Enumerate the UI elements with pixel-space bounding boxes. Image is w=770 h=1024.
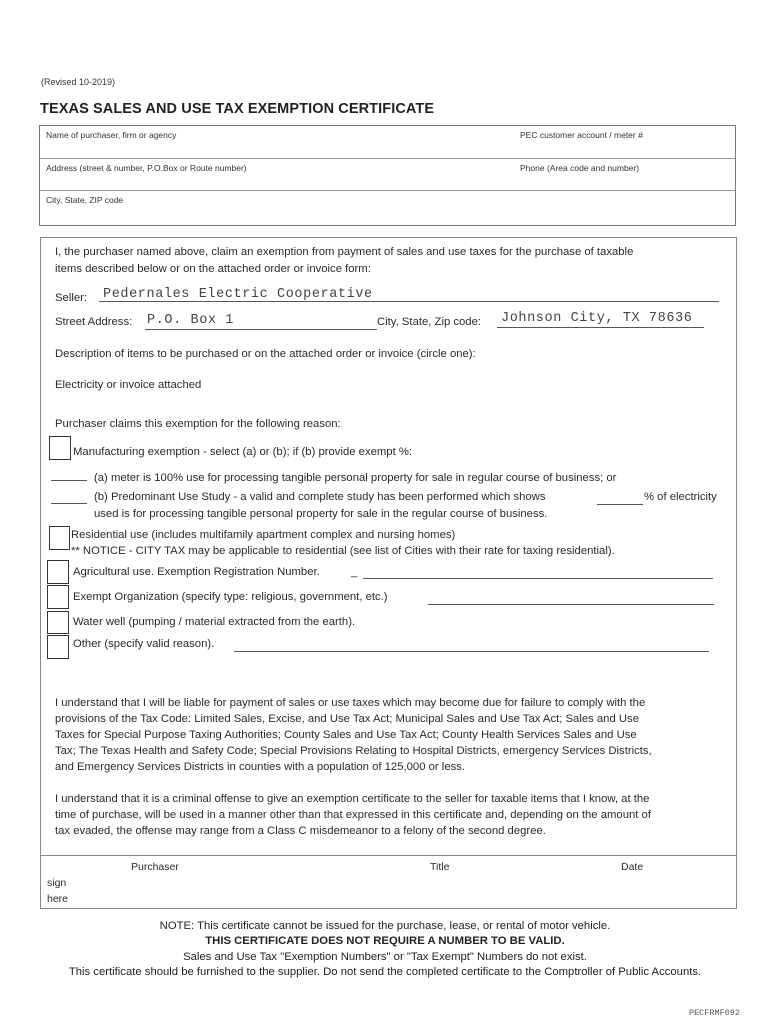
- form-code: PECFRMF092: [688, 1008, 740, 1018]
- description-label: Description of items to be purchased or on the attached order or invoice (circle one):: [55, 348, 476, 360]
- note-furnish-supplier: This certificate should be furnished to the supplier. Do not send the completed certificate to the Comptroller of Public Accounts.: [68, 966, 702, 978]
- intro-line-1: I, the purchaser named above, claim an exemption from payment of sales and use taxes for the purchase of taxable: [55, 246, 634, 258]
- residential-option: Residential use (includes multifamily apartment complex and nursing homes): [71, 529, 456, 541]
- note-exemption-numbers: Sales and Use Tax "Exemption Numbers" or "Tax Exempt" Numbers do not exist.: [183, 951, 587, 963]
- pec-account-field[interactable]: PEC customer account / meter #: [520, 130, 643, 140]
- purchaser-info-table: [39, 125, 736, 226]
- agricultural-option: Agricultural use. Exemption Registration Number.: [73, 566, 320, 578]
- water-well-option: Water well (pumping / material extracted from the earth).: [73, 616, 356, 628]
- city-row: [40, 191, 735, 226]
- offense-line-1: I understand that it is a criminal offense to give an exemption certificate to the seller for taxable items that I know, at the: [55, 793, 650, 805]
- seller-value[interactable]: Pedernales Electric Cooperative: [103, 287, 373, 302]
- manufacturing-b-blank[interactable]: [51, 503, 87, 504]
- intro-line-2: items described below or on the attached order or invoice form:: [55, 263, 371, 275]
- other-option: Other (specify valid reason).: [73, 638, 215, 650]
- address-field[interactable]: Address (street & number, P.O.Box or Route number): [46, 163, 247, 173]
- phone-field[interactable]: Phone (Area code and number): [520, 163, 640, 173]
- offense-line-2: time of purchase, will be used in a manner other than that expressed in this certificate and, depending on the amount of: [55, 809, 651, 821]
- note-no-number-required: THIS CERTIFICATE DOES NOT REQUIRE A NUMBER TO BE VALID.: [205, 935, 565, 947]
- title-label: Title: [430, 861, 450, 873]
- other-reason-blank[interactable]: [234, 651, 709, 652]
- manufacturing-b-continued: used is for processing tangible personal property for sale in the regular course of business.: [94, 508, 548, 520]
- exemption-claim-box: [40, 237, 737, 909]
- manufacturing-a-option: (a) meter is 100% use for processing tangible personal property for sale in regular course of business; or: [94, 472, 617, 484]
- water-well-checkbox[interactable]: [47, 611, 69, 634]
- seller-underline: [99, 301, 719, 302]
- liability-line-3: Taxes for Special Purpose Taxing Authorities; County Sales and Use Tax Act; County Health Services Sales and Use: [55, 729, 637, 741]
- sign-label: sign: [47, 877, 67, 889]
- residential-checkbox[interactable]: [49, 526, 70, 550]
- manufacturing-a-blank[interactable]: [51, 480, 87, 481]
- address-row: [40, 159, 735, 191]
- manufacturing-b-percent-label: % of electricity: [644, 491, 717, 503]
- form-title: TEXAS SALES AND USE TAX EXEMPTION CERTIFICATE: [40, 101, 435, 117]
- note-motor-vehicle: NOTE: This certificate cannot be issued for the purchase, lease, or rental of motor vehicle.: [159, 920, 611, 932]
- reason-label: Purchaser claims this exemption for the following reason:: [55, 418, 341, 430]
- seller-label: Seller:: [55, 292, 88, 304]
- residential-notice: ** NOTICE - CITY TAX may be applicable to residential (see list of Cities with their rate for taxing residential).: [71, 545, 615, 557]
- signature-field[interactable]: [89, 874, 689, 904]
- liability-line-5: and Emergency Services Districts in counties with a population of 125,000 or less.: [55, 761, 466, 773]
- purchaser-signature-label: Purchaser: [131, 861, 179, 873]
- exempt-organization-blank[interactable]: [428, 604, 714, 605]
- here-label: here: [47, 893, 69, 905]
- agricultural-number-blank[interactable]: [363, 578, 713, 579]
- agricultural-mark: _: [351, 566, 358, 578]
- liability-line-1: I understand that I will be liable for payment of sales or use taxes which may become due for failure to comply with the: [55, 697, 646, 709]
- manufacturing-checkbox[interactable]: [49, 436, 71, 460]
- city-state-zip-field[interactable]: City, State, ZIP code: [46, 195, 124, 205]
- electricity-percent-blank[interactable]: [597, 504, 643, 505]
- description-value[interactable]: Electricity or invoice attached: [55, 379, 202, 391]
- agricultural-checkbox[interactable]: [47, 560, 69, 584]
- liability-line-2: provisions of the Tax Code: Limited Sales, Excise, and Use Tax Act; Municipal Sales and Use Tax Act; Sales and Use: [55, 713, 639, 725]
- purchaser-row: [40, 126, 735, 159]
- street-address-label: Street Address:: [55, 316, 133, 328]
- city-state-zip-value[interactable]: Johnson City, TX 78636: [501, 311, 693, 326]
- manufacturing-option: Manufacturing exemption - select (a) or (b); if (b) provide exempt %:: [73, 446, 413, 458]
- offense-line-3: tax evaded, the offense may range from a Class C misdemeanor to a felony of the second degree.: [55, 825, 546, 837]
- manufacturing-b-option: (b) Predominant Use Study - a valid and complete study has been performed which shows: [94, 491, 546, 503]
- signature-row: [41, 855, 736, 909]
- purchaser-name-field[interactable]: Name of purchaser, firm or agency: [46, 130, 177, 140]
- liability-line-4: Tax; The Texas Health and Safety Code; Special Provisions Relating to Hospital Districts, emergency Services Districts,: [55, 745, 652, 757]
- city-state-zip-underline: [497, 327, 704, 328]
- street-address-underline: [145, 329, 377, 330]
- exempt-organization-option: Exempt Organization (specify type: religious, government, etc.): [73, 591, 388, 603]
- exempt-organization-checkbox[interactable]: [47, 585, 69, 609]
- city-state-zip-label: City, State, Zip code:: [377, 316, 482, 328]
- date-label: Date: [621, 861, 644, 873]
- street-address-value[interactable]: P.O. Box 1: [147, 313, 235, 328]
- revision-date: (Revised 10-2019): [41, 77, 116, 87]
- other-checkbox[interactable]: [47, 635, 69, 659]
